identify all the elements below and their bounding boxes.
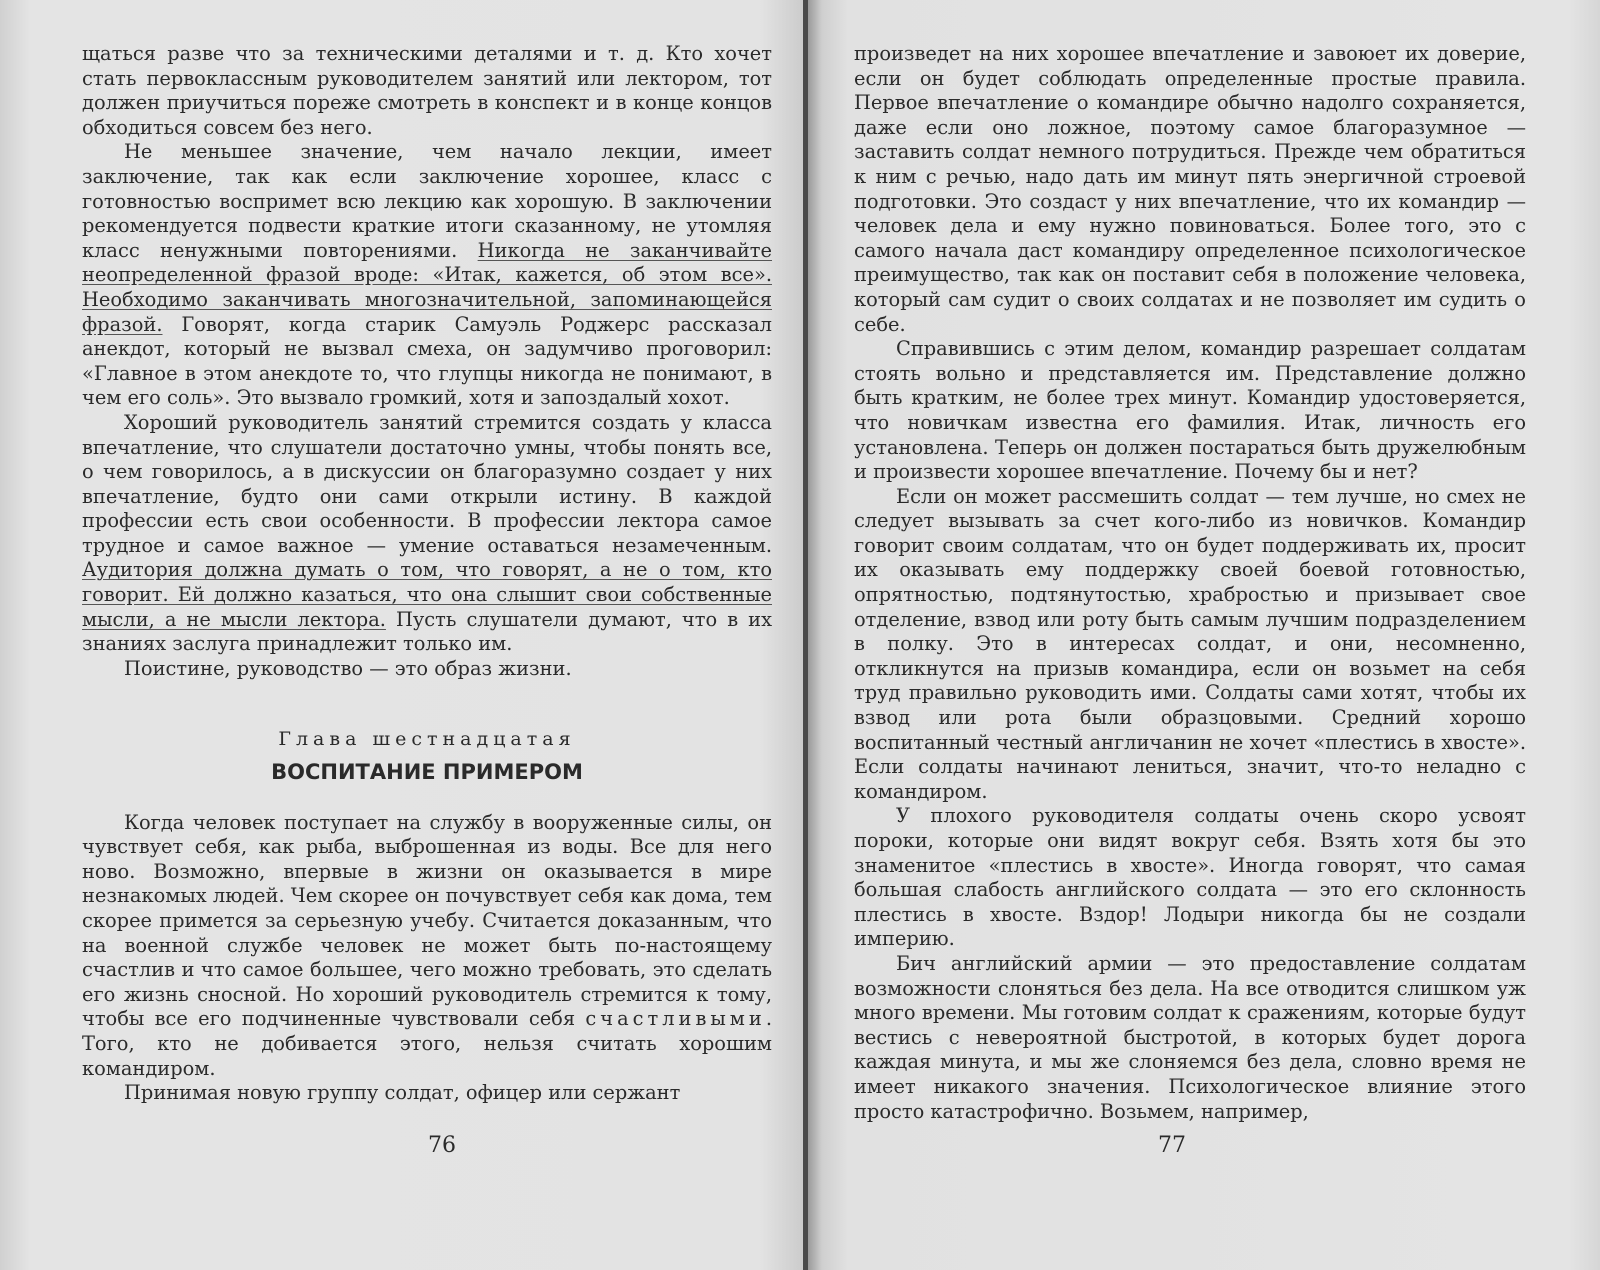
chapter-title: ВОСПИТАНИЕ ПРИМЕРОМ [271,760,583,785]
right-para-1: произведет на них хорошее впечатление и завоюет их доверие, если он будет соблюдать определенные простые правила. Первое впечатление о командире обычно надолго сохраняется, даже если оно ложное, поэтому самое благоразумное — заставить солдат немного потрудиться. Прежде чем обратиться к ним с речью, надо дать им минут пять энергичной строевой подготовки. Это создаст у них впечатление, что их командир — человек дела и ему нужно повиноваться. Более того, это с самого начала даст командиру определенное психологическое преимущество, так как он поставит себя в положение человека, который сам судит о своих солдатах и не позволяет им судить о себе. [854,42,1526,336]
right-page-text [854,42,1526,1124]
left-page-text [82,42,772,1106]
left-para-6: Принимая новую группу солдат, офицер или сержант [124,1081,681,1105]
left-para-3-text-b: Пусть слушатели думают, что в их знаниях заслуга принадлежит только им. [82,607,773,656]
left-para-2-text-b: Говорят, когда старик Самуэль Роджерс рассказал анекдот, который не вызвал смеха, он задумчиво проговорил: «Главное в этом анекдоте то, что глупцы никогда не понимают, в чем его соль». Это вызвало громкий, хотя и запоздалый хохот. [82,312,772,410]
left-para-5-spaced: счастливыми [585,1007,766,1031]
right-para-5: Бич английский армии — это предоставление солдатам возможности слоняться без дела. На все отводится слишком уж много времени. Мы готовим солдат к сражениям, которые будут вестись с невероятной быстротой, в которых будет дорога каждая минута, и мы же слоняемся без дела, словно время не имеет никакого значения. Психологическое влияние этого просто катастрофично. Возьмем, например, [854,951,1526,1123]
left-para-5-text-a: Когда человек поступает на службу в вооруженные силы, он чувствует себя, как рыба, выброшенная из воды. Все для него ново. Возможно, впервые в жизни он оказывается в мире незнакомых людей. Чем скорее он почувствует себя как дома, тем скорее примется за серьезную учебу. Считается доказанным, что на военной службе человек не может быть по-настоящему счастлив и что самое большее, чего можно требовать, это сделать его жизнь сносной. Но хороший руководитель стремится к тому, чтобы все его подчиненные чувствовали себя [82,810,772,1031]
left-para-5 [82,811,772,1082]
left-page-number: 76 [428,1133,456,1158]
left-para-4: Поистине, руководство — это образ жизни. [124,656,572,680]
right-para-3: Если он может рассмешить солдат — тем лучше, но смех не следует вызывать за счет кого-либо из новичков. Командир говорит своим солдатам, что он будет поддерживать их, просит их оказывать ему поддержку своей боевой готовностью, опрятностью, подтянутостью, храбростью и призывает свое отделение, взвод или роту быть самым лучшим подразделением в полку. Это в интересах солдат, и они, несомненно, откликнутся на призыв командира, если он возьмет на себя труд правильно руководить ими. Солдаты сами хотят, чтобы их взвод или рота были образцовыми. Средний хорошо воспитанный честный англичанин не хочет «плестись в хвосте». Если солдаты начинают лениться, значит, что-то неладно с командиром. [854,484,1526,803]
chapter-number: Глава шестнадцатая [278,728,576,751]
left-para-2-text-a: Не меньшее значение, чем начало лекции, имеет заключение, так как если заключение хорошее, класс с готовностью воспримет всю лекцию как хорошую. В заключении рекомендуется подвести краткие итоги сказанному, не утомляя класс ненужными повторениями. [82,140,772,262]
left-para-1: щаться разве что за техническими деталями и т. д. Кто хочет стать первоклассным руководителем занятий или лектором, тот должен приучиться пореже смотреть в конспект и в конце концов обходиться совсем без него. [82,42,772,139]
left-para-3-text-a: Хороший руководитель занятий стремится создать у класса впечатление, что слушатели достаточно умны, чтобы понять все, о чем говорилось, а в дискуссии он благоразумно создает у них впечатление, будто они сами открыли истину. В каждой профессии есть свои особенности. В профессии лектора самое трудное и самое важное — умение оставаться незамеченным. [82,410,772,557]
right-page [808,0,1600,1270]
right-page-number: 77 [1158,1133,1186,1158]
left-para-2 [82,140,772,411]
right-para-2: Справившись с этим делом, командир разрешает солдатам стоять вольно и представляется им. Представление должно быть кратким, не более трех минут. Командир удостоверяется, что новичкам известна его фамилия. Итак, личность его установлена. Теперь он должен постараться быть дружелюбным и произвести хорошее впечатление. Почему бы и нет? [854,337,1526,484]
left-para-3-underlined: Аудитория должна думать о том, что говорят, а не о том, кто говорит. Ей должно казаться, что она слышит свои собственные мысли, а не мысли лектора. [82,558,772,631]
left-para-2-underlined: Никогда не заканчивайте неопределенной фразой вроде: «Итак, кажется, об этом все». Необходимо заканчивать многозначительной, запоминающейся фразой. [82,238,773,336]
right-para-4: У плохого руководителя солдаты очень скоро усвоят пороки, которые они видят вокруг себя. Взять хотя бы это знаменитое «плестись в хвосте». Иногда говорят, что самая большая слабость английского солдата — это его склонность плестись в хвосте. Вздор! Лодыри никогда бы не создали империю. [854,804,1526,951]
left-para-5-text-b: . Того, кто не добивается этого, нельзя считать хорошим командиром. [82,1007,772,1080]
left-para-3 [82,411,772,657]
